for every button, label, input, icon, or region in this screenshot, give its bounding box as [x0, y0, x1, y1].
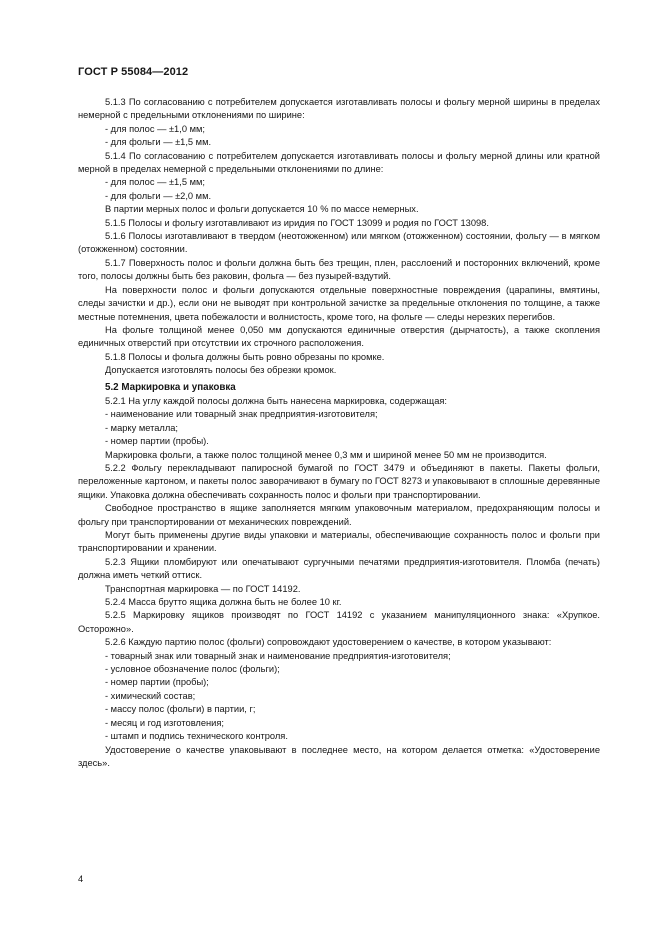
paragraph: 5.1.8 Полосы и фольга должны быть ровно обрезаны по кромке.: [105, 351, 385, 362]
paragraph: 5.2.5 Маркировку ящиков производят по ГОСТ 14192 с указанием манипуляционного знака: «Хрупкое. Осторожно».: [78, 610, 600, 634]
paragraph: Маркировка фольги, а также полос толщиной менее 0,3 мм и шириной менее 50 мм не производится.: [105, 449, 547, 460]
paragraph: 5.2.4 Масса брутто ящика должна быть не более 10 кг.: [105, 597, 342, 608]
document-header-code: ГОСТ Р 55084—2012: [78, 66, 189, 78]
paragraph: Могут быть применены другие виды упаковки и материалы, обеспечивающие сохранность полос и фольги при транспортировании и хранении.: [78, 530, 600, 554]
paragraph: Удостоверение о качестве упаковывают в последнее место, на котором делается отметка: «Удостоверение здесь».: [78, 744, 600, 768]
list-item: - номер партии (пробы).: [105, 436, 209, 447]
paragraph: 5.2.2 Фольгу перекладывают папиросной бумагой по ГОСТ 3479 и объединяют в пакеты. Пакеты фольги, переложенные картоном, и пакеты полос заворачивают в бумагу по ГОСТ 8273 и упаковывают в сплошные деревянные ящики. Упаковка должна обеспечивать сохранность полос и фольги при транспортировании.: [78, 462, 600, 500]
paragraph: 5.1.7 Поверхность полос и фольги должна быть без трещин, плен, расслоений и посторонних включений, кроме того, полосы должны быть без раковин, фольга — без пузырей-вздутий.: [78, 257, 600, 282]
list-item: - номер партии (пробы);: [105, 677, 209, 688]
paragraph: 5.2.6 Каждую партию полос (фольги) сопровождают удостоверением о качестве, в котором указывают:: [105, 637, 552, 648]
list-item: - наименование или товарный знак предприятия-изготовителя;: [105, 409, 378, 420]
paragraph: На фольге толщиной менее 0,050 мм допускаются единичные отверстия (дырчатость), а также скопления единичных отверстий при отсутствии их строчного расположения.: [78, 324, 600, 349]
paragraph: 5.1.4 По согласованию с потребителем допускается изготавливать полосы и фольгу мерной длины или кратной мерной в пределах немерной с предельными отклонениями по длине:: [78, 150, 600, 175]
list-item: - товарный знак или товарный знак и наименование предприятия-изготовителя;: [105, 650, 451, 661]
paragraph: Транспортная маркировка — по ГОСТ 14192.: [105, 583, 301, 594]
list-item: - массу полос (фольги) в партии, г;: [105, 704, 256, 715]
list-item: - условное обозначение полос (фольги);: [105, 664, 280, 675]
paragraph: 5.2.1 На углу каждой полосы должна быть нанесена маркировка, содержащая:: [105, 395, 447, 406]
paragraph: На поверхности полос и фольги допускаются отдельные поверхностные повреждения (царапины, вмятины, следы зачистки и др.), если они не выводят при контрольной зачистке за предельные отклонения по толщине, а также местные потемнения, цвета побежалости и волнистость, кроме того, на фольге — следы нерезких перегибов.: [78, 284, 600, 322]
list-item: - штамп и подпись технического контроля.: [105, 731, 288, 742]
paragraph: 5.1.3 По согласованию с потребителем допускается изготавливать полосы и фольгу мерной ширины в пределах немерной с предельными отклонениями по ширине:: [78, 97, 600, 121]
list-item: - месяц и год изготовления;: [105, 717, 224, 728]
document-body: [78, 96, 600, 770]
paragraph: 5.1.6 Полосы изготавливают в твердом (неотожженном) или мягком (отожженном) состоянии, фольгу — в мягком (отожженном) состоянии.: [78, 231, 600, 255]
list-item: - для фольги — ±2,0 мм.: [105, 190, 212, 201]
paragraph: 5.1.5 Полосы и фольгу изготавливают из иридия по ГОСТ 13099 и родия по ГОСТ 13098.: [105, 217, 489, 228]
paragraph: 5.2.3 Ящики пломбируют или опечатывают сургучными печатями предприятия-изготовителя. Пломба (печать) должна иметь четкий оттиск.: [78, 556, 600, 581]
paragraph: Допускается изготовлять полосы без обрезки кромок.: [105, 365, 337, 376]
list-item: - для полос — ±1,0 мм;: [105, 123, 205, 134]
list-item: - марку металла;: [105, 422, 178, 433]
section-heading: 5.2 Маркировка и упаковка: [105, 381, 236, 393]
page-number: 4: [78, 874, 84, 884]
paragraph: Свободное пространство в ящике заполняется мягким упаковочным материалом, предохраняющим полосы и фольгу при транспортировании от механических повреждений.: [78, 503, 600, 527]
paragraph: В партии мерных полос и фольги допускается 10 % по массе немерных.: [105, 204, 419, 215]
list-item: - химический состав;: [105, 690, 196, 701]
list-item: - для фольги — ±1,5 мм.: [105, 137, 212, 148]
list-item: - для полос — ±1,5 мм;: [105, 177, 205, 188]
